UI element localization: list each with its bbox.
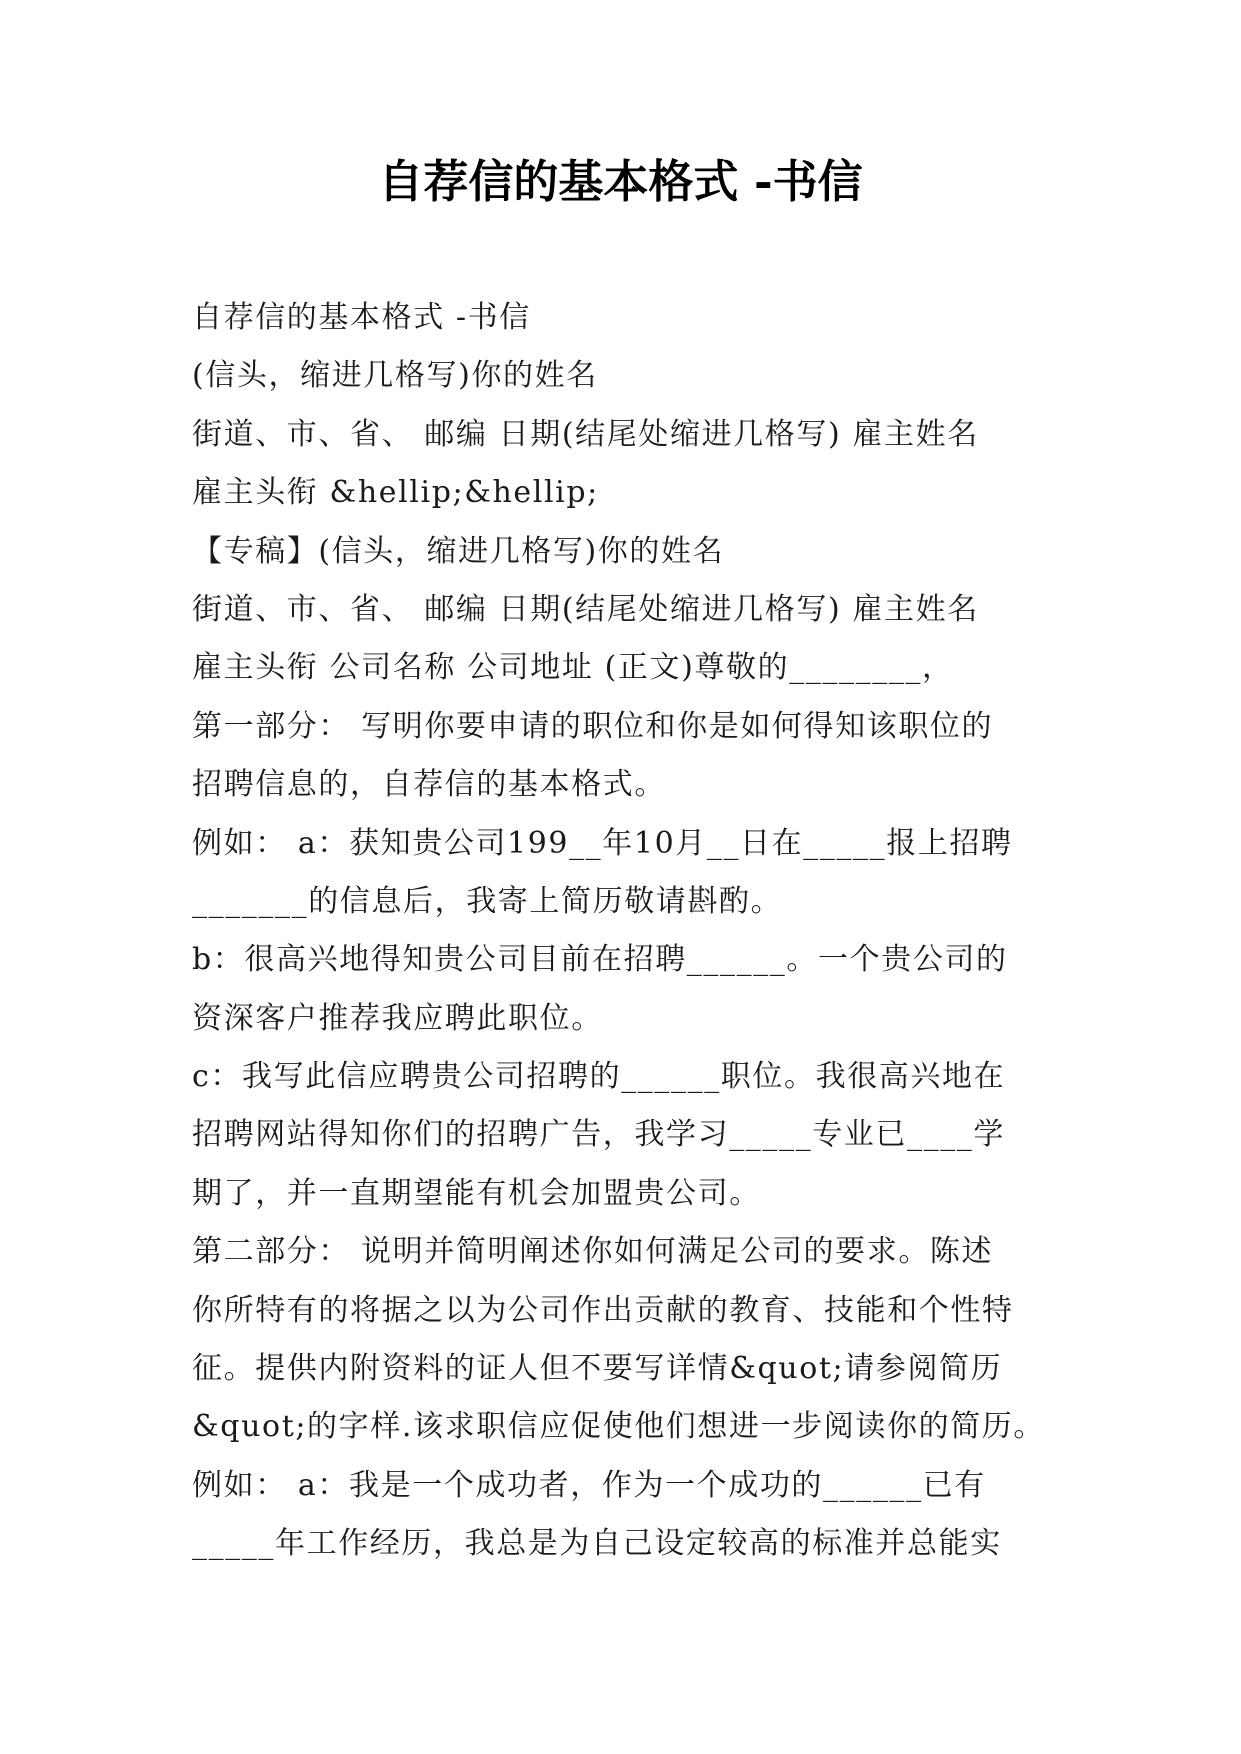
body-line: 第一部分： 写明你要申请的职位和你是如何得知该职位的	[192, 708, 994, 744]
body-line: _____年工作经历，我总是为自己设定较高的标准并总能实	[192, 1526, 1002, 1562]
body-line: 雇主头衔 公司名称 公司地址 (正文)尊敬的________，	[192, 650, 954, 686]
body-line: 自荐信的基本格式 -书信	[192, 300, 531, 335]
body-line: 你所特有的将据之以为公司作出贡献的教育、技能和个性特	[192, 1292, 1014, 1328]
body-line: 街道、市、省、 邮编 日期(结尾处缩进几格写) 雇主姓名	[192, 591, 979, 627]
body-line: 资深客户推荐我应聘此职位。	[192, 1000, 603, 1036]
body-line: (信头，缩进几格写)你的姓名	[192, 358, 598, 394]
body-line: &quot;的字样.该求职信应促使他们想进一步阅读你的简历。	[192, 1409, 1045, 1445]
body-line: 期了，并一直期望能有机会加盟贵公司。	[192, 1175, 761, 1211]
body-line: 街道、市、省、 邮编 日期(结尾处缩进几格写) 雇主姓名	[192, 416, 979, 452]
body-line: _______的信息后，我寄上简历敬请斟酌。	[192, 883, 783, 919]
body-line: b：很高兴地得知贵公司目前在招聘______。一个贵公司的	[192, 942, 1008, 978]
body-line: 招聘信息的，自荐信的基本格式。	[192, 767, 666, 803]
body-line: 雇主头衔 &hellip;&hellip;	[192, 475, 599, 511]
document-body	[192, 289, 1052, 1574]
body-line: 【专稿】(信头，缩进几格写)你的姓名	[192, 533, 725, 569]
body-line: 例如： a：我是一个成功者，作为一个成功的______已有	[192, 1467, 986, 1503]
body-line: c：我写此信应聘贵公司招聘的______职位。我很高兴地在	[192, 1059, 1006, 1095]
body-line: 第二部分： 说明并简明阐述你如何满足公司的要求。陈述	[192, 1234, 994, 1270]
body-line: 征。提供内附资料的证人但不要写详情&quot;请参阅简历	[192, 1351, 1003, 1387]
body-line: 招聘网站得知你们的招聘广告，我学习_____专业已____学	[192, 1117, 1005, 1153]
document-title: 自荐信的基本格式 -书信	[378, 155, 863, 208]
body-line: 例如： a：获知贵公司199__年10月__日在_____报上招聘	[192, 825, 1013, 861]
